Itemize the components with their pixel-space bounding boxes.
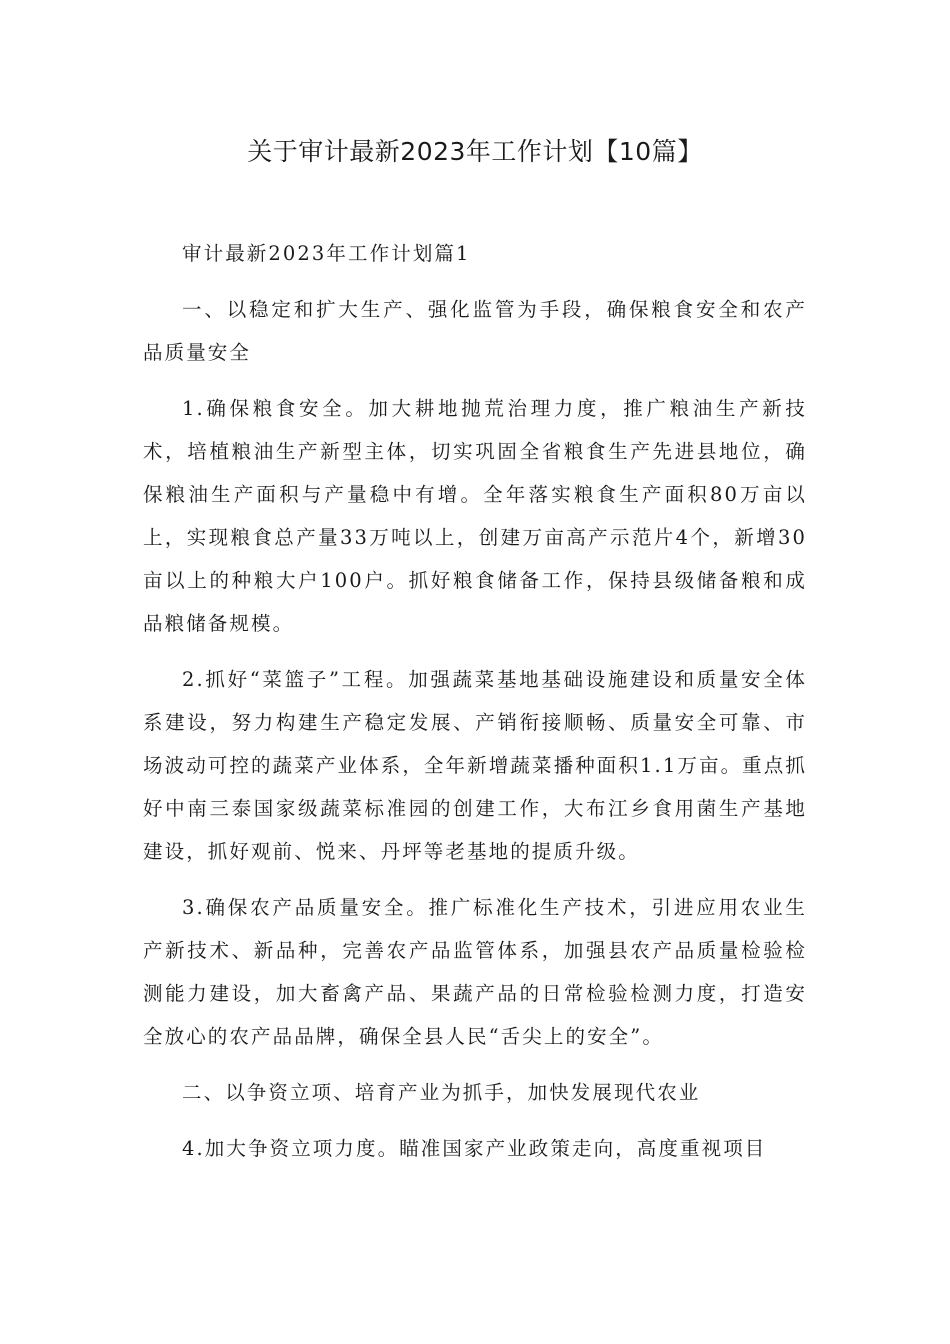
paragraph: 1.确保粮食安全。加大耕地抛荒治理力度，推广粮油生产新技术，培植粮油生产新型主体，切实巩固全省粮食生产先进县地位，确保粮油生产面积与产量稳中有增。全年落实粮食生产面积80万亩以上，实现粮食总产量33万吨以上，创建万亩高产示范片4个，新增30亩以上的种粮大户100户。抓好粮食储备工作，保持县级储备粮和成品粮储备规模。 — [143, 397, 807, 635]
paragraph: 3.确保农产品质量安全。推广标准化生产技术，引进应用农业生产新技术、新品种，完善农产品监管体系，加强县农产品质量检验检测能力建设，加大畜禽产品、果蔬产品的日常检验检测力度，打造安全放心的农产品品牌，确保全县人民“舌尖上的安全”。 — [143, 896, 807, 1048]
document-body — [143, 232, 807, 1183]
paragraph: 2.抓好“菜篮子”工程。加强蔬菜基地基础设施建设和质量安全体系建设，努力构建生产稳定发展、产销衔接顺畅、质量安全可靠、市场波动可控的蔬菜产业体系，全年新增蔬菜播种面积1.1万亩。重点抓好中南三泰国家级蔬菜标准园的创建工作，大布江乡食用菌生产基地建设，抓好观前、悦来、丹坪等老基地的提质升级。 — [143, 668, 807, 863]
document-title: 关于审计最新2023年工作计划【10篇】 — [247, 137, 703, 166]
paragraph: 4.加大争资立项力度。瞄准国家产业政策走向，高度重视项目 — [182, 1137, 767, 1160]
paragraph: 二、以争资立项、培育产业为抓手，加快发展现代农业 — [182, 1081, 701, 1104]
paragraph: 一、以稳定和扩大生产、强化监管为手段，确保粮食安全和农产品质量安全 — [143, 298, 807, 364]
section-heading: 审计最新2023年工作计划篇1 — [182, 242, 471, 265]
